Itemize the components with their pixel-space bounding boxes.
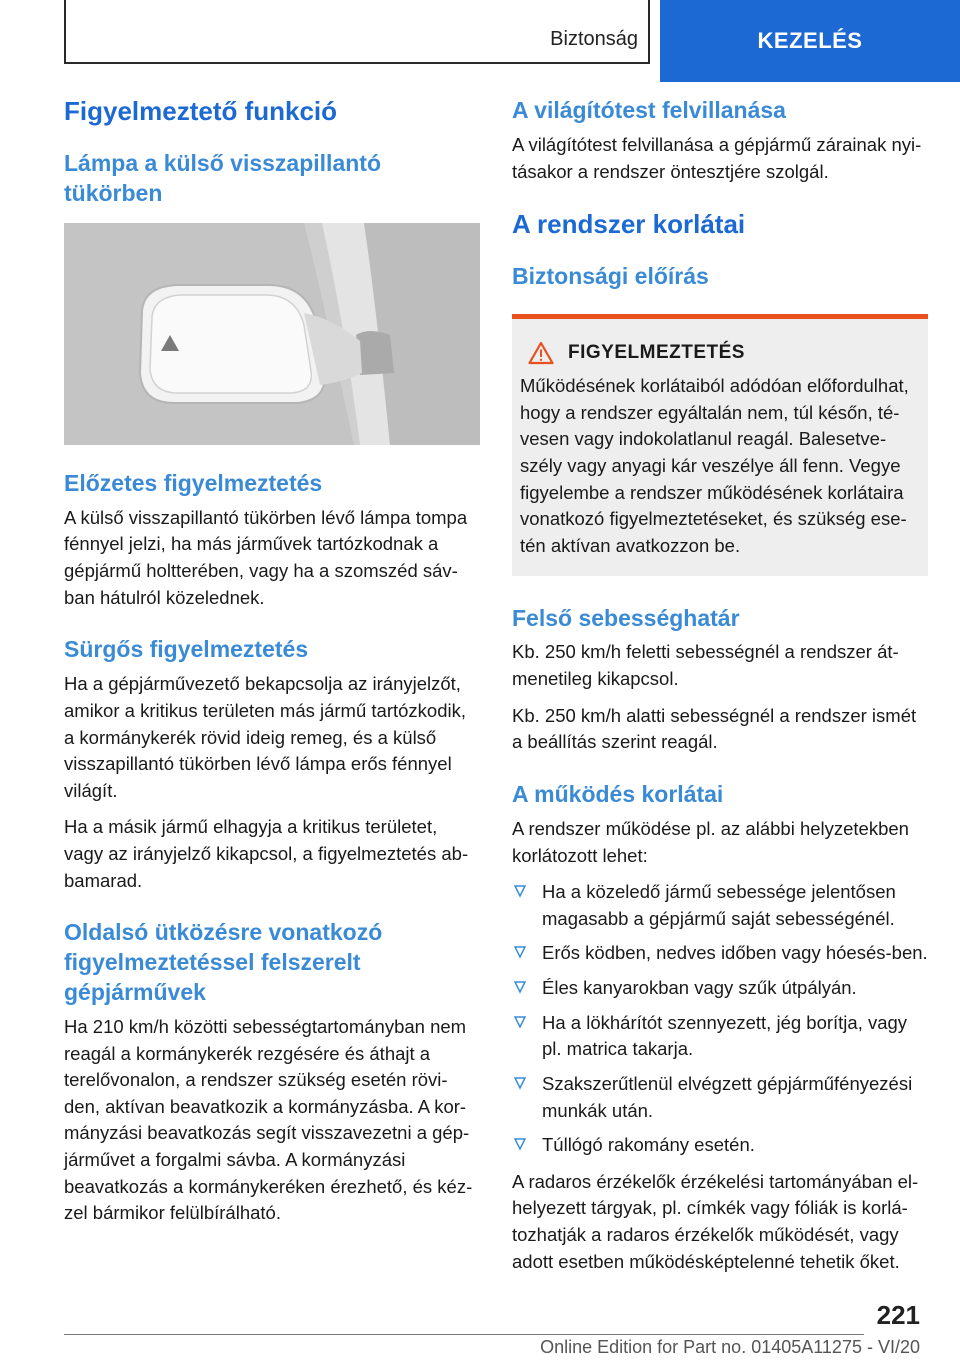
side-collision-text: Ha 210 km/h közötti sebességtartományban nem reagál a kormánykerék rezgésére és áthajt a terelővonalon, a rendszer szükség esetén rövi-den, aktívan beavatkozik a kormányzásba. A kor-mányzási beavatkozás segít visszavezetni a gép-járművet a forgalmi sávba. A kormányzási beavatkozás a kormánykeréken érezhető, és kéz-zel bármikor felülbírálható. xyxy=(64,1015,473,1224)
left-column xyxy=(64,96,480,1237)
mirror-illustration xyxy=(64,223,480,445)
urgent-warning-text-2: Ha a másik jármű elhagyja a kritikus területet, vagy az irányjelző kikapcsol, a figyelmeztetés ab-bamarad. xyxy=(64,816,469,891)
heading-pre-warning: Előzetes figyelmeztetés xyxy=(64,469,323,496)
heading-mirror-lamp: Lámpa a külső visszapillantó tükörben xyxy=(64,150,381,207)
header-left-border xyxy=(64,0,66,64)
list-item-text: Szakszerűtlenül elvégzett gépjárműfényezési munkák után. xyxy=(542,1072,913,1121)
list-item-text: Éles kanyarokban vagy szűk útpályán. xyxy=(542,977,857,998)
list-item-text: Túllógó rakomány esetén. xyxy=(542,1134,755,1156)
heading-urgent-warning: Sürgős figyelmeztetés xyxy=(64,636,309,663)
list-item xyxy=(512,879,928,932)
light-flash-text: A világítótest felvillanása a gépjármű zárainak nyi-tásakor a rendszer öntesztjére szolgál. xyxy=(512,133,922,182)
warning-box xyxy=(512,314,928,575)
right-column xyxy=(512,96,928,1285)
speed-limit-text-1: Kb. 250 km/h feletti sebességnél a rendszer át-menetileg kikapcsol. xyxy=(512,641,899,690)
heading-light-flash: A világítótest felvillanása xyxy=(512,97,786,123)
list-item-text: Erős ködben, nedves időben vagy hóesés-ben. xyxy=(542,942,928,964)
page-number: 221 xyxy=(876,1300,920,1330)
list-item-text: Ha a közeledő jármű sebessége jelentősen magasabb a gépjármű saját sebességénél. xyxy=(542,881,896,929)
function-limits-intro: A rendszer működése pl. az alábbi helyzetekben korlátozott lehet: xyxy=(512,817,909,866)
heading-function-limits: A működés korlátai xyxy=(512,780,724,807)
heading-system-limits: A rendszer korlátai xyxy=(512,209,746,240)
warning-triangle-icon xyxy=(528,341,554,365)
radar-sensor-text: A radaros érzékelők érzékelési tartományában el-helyezett tárgyak, pl. címkék vagy fóliák is korlá-tozhatják a radaros érzékelők működését, vagy adott esetben működésképtelenné tehetik őket. xyxy=(512,1170,919,1272)
list-item xyxy=(512,1071,928,1124)
chapter-tab[interactable] xyxy=(660,0,960,82)
footer-rule xyxy=(64,1334,864,1335)
list-item xyxy=(512,1132,928,1159)
heading-side-collision: Oldalsó ütközésre vonatkozó figyelmeztetéssel felszerelt gépjárművek xyxy=(64,919,383,1006)
header-underline xyxy=(64,62,650,64)
header-divider xyxy=(648,0,650,64)
heading-speed-limit: Felső sebességhatár xyxy=(512,604,740,631)
section-label: Biztonság xyxy=(550,28,638,50)
limits-list xyxy=(512,879,928,1159)
bullet-triangle-icon xyxy=(514,1015,526,1029)
pre-warning-text: A külső visszapillantó tükörben lévő lámpa tompa fénnyel jelzi, ha más járművek tartózkodnak a gépjármű holtterében, vagy ha a szomszéd sáv-ban hátulról közelednek. xyxy=(64,506,468,608)
bullet-triangle-icon xyxy=(514,945,526,959)
heading-warning-function: Figyelmeztető funkció xyxy=(64,96,338,126)
bullet-triangle-icon xyxy=(514,1076,526,1090)
edition-info: Online Edition for Part no. 01405A11275 - VI/20 xyxy=(540,1337,920,1357)
heading-safety-notice: Biztonsági előírás xyxy=(512,263,709,290)
bullet-triangle-icon xyxy=(514,884,526,898)
list-item xyxy=(512,1010,928,1063)
warning-text: Működésének korlátaiból adódóan előfordulhat, hogy a rendszer egyáltalán nem, túl későn, té-vesen vagy indokolatlanul reagál. Balesetve-szély vagy anyagi kár veszélye áll fenn. Vegye figyelembe a rendszer működésének korlátaira vonatkozó figyelmeztetéseket, és szükség ese-tén aktívan avatkozzon be. xyxy=(520,375,909,556)
bullet-triangle-icon xyxy=(514,1137,526,1151)
warning-title: FIGYELMEZTETÉS xyxy=(568,342,745,364)
chapter-tab-label: KEZELÉS xyxy=(757,28,863,53)
list-item-text: Ha a lökhárítót szennyezett, jég borítja, vagy pl. matrica takarja. xyxy=(542,1011,908,1060)
urgent-warning-text-1: Ha a gépjárművezető bekapcsolja az irányjelzőt, amikor a kritikus területen más jármű tartózkodik, a kormánykerék rövid ideig remeg, és a külső visszapillantó tükörben lévő lámpa erős fénnyel világít. xyxy=(64,673,466,801)
bullet-triangle-icon xyxy=(514,980,526,994)
speed-limit-text-2: Kb. 250 km/h alatti sebességnél a rendszer ismét a beállítás szerint reagál. xyxy=(512,704,917,753)
list-item xyxy=(512,975,928,1002)
list-item xyxy=(512,940,928,967)
